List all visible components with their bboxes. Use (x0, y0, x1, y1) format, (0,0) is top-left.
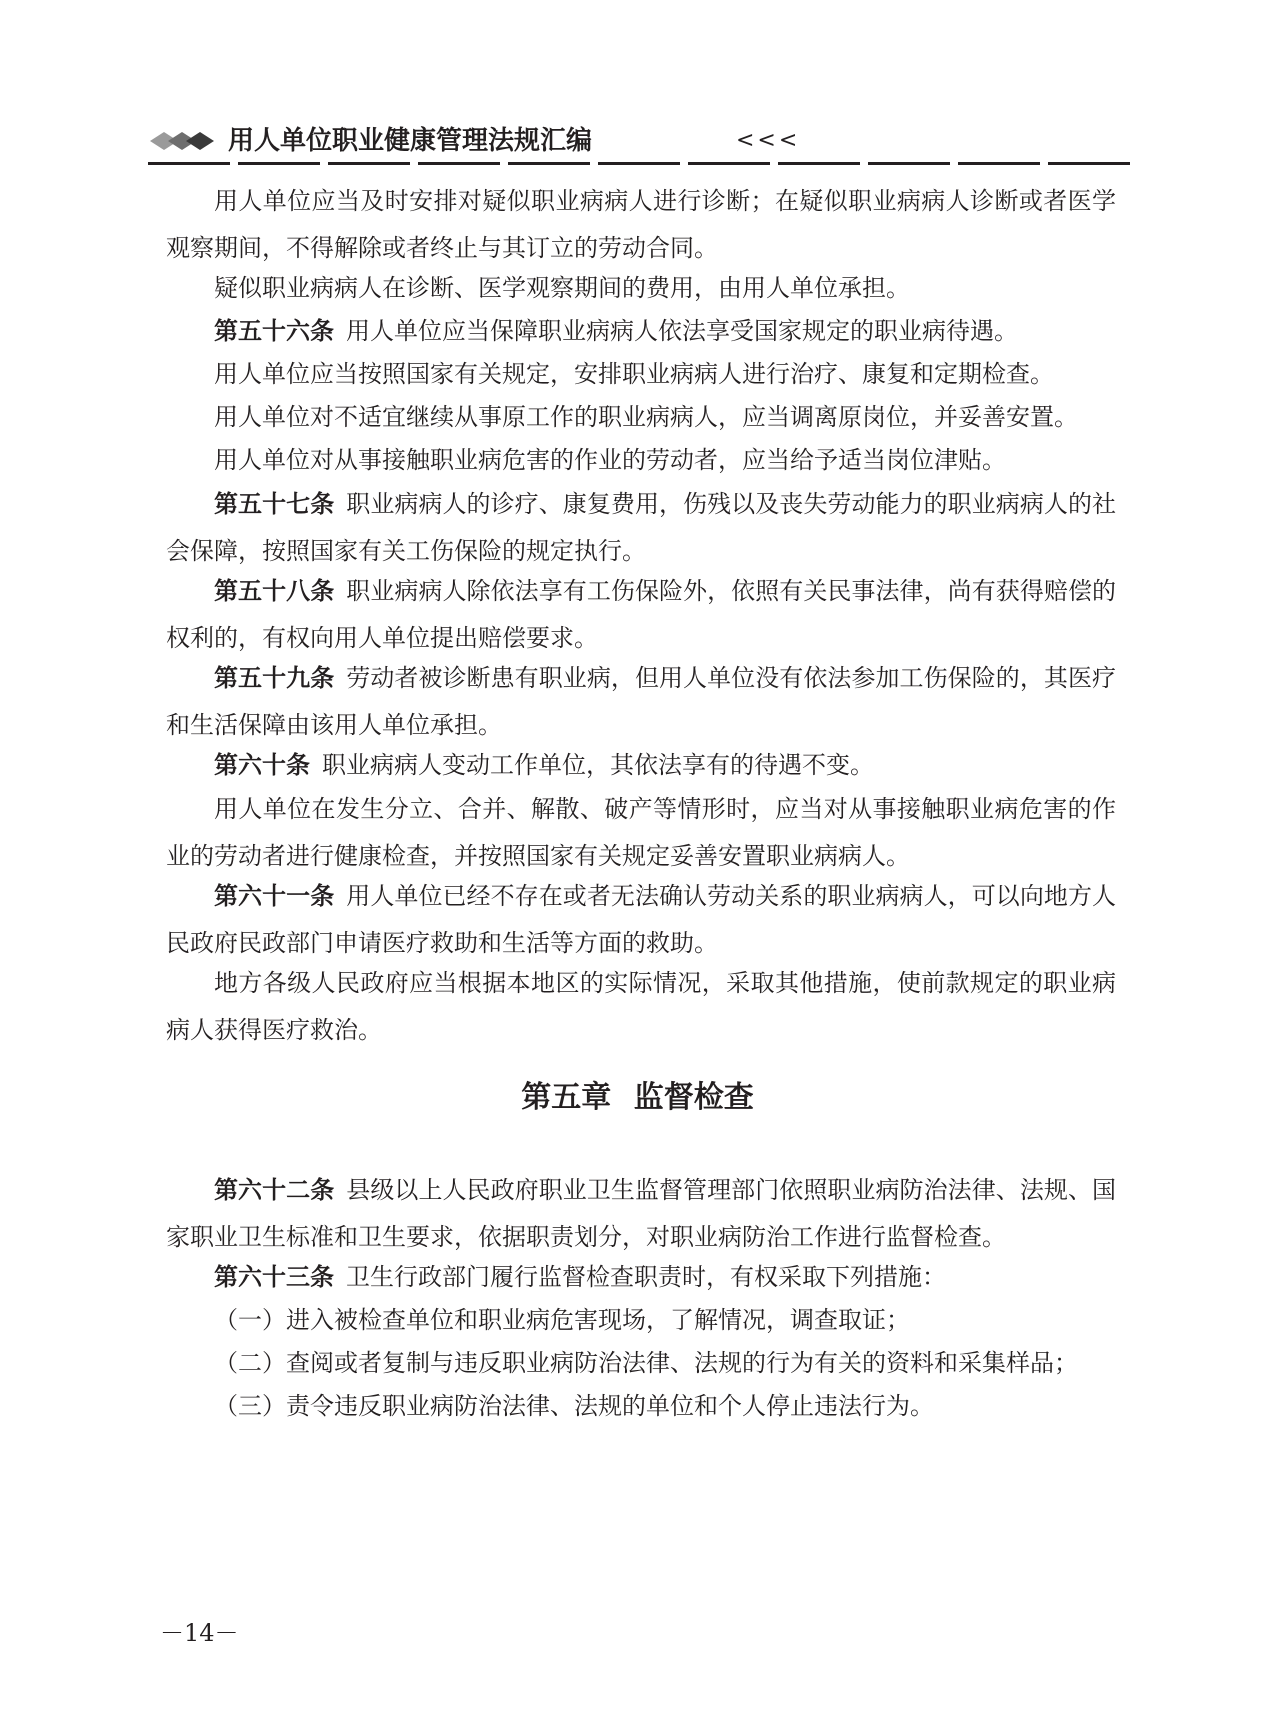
paragraph-text: 用人单位对从事接触职业病危害的作业的劳动者，应当给予适当岗位津贴。 (214, 446, 1006, 474)
paragraph-text: 地方各级人民政府应当根据本地区的实际情况，采取其他措施，使前款规定的职业病病人获得医疗救治。 (166, 969, 1116, 1044)
paragraph-text: 用人单位对不适宜继续从事原工作的职业病病人，应当调离原岗位，并妥善安置。 (214, 403, 1078, 431)
article-number: 第五十八条 (214, 577, 335, 605)
article-number: 第五十七条 (214, 490, 335, 518)
list-item (166, 1297, 1116, 1344)
header-arrows: <<< (736, 128, 801, 153)
paragraph (166, 786, 1116, 880)
article-number: 第五十九条 (214, 664, 335, 692)
paragraph (166, 742, 1116, 789)
list-item (166, 1340, 1116, 1387)
chapter-title: 第五章 监督检查 (521, 1080, 754, 1115)
paragraph (166, 1254, 1116, 1301)
paragraph (166, 351, 1116, 398)
paragraph (166, 568, 1116, 662)
paragraph (166, 873, 1116, 967)
article-number: 第六十三条 (214, 1263, 334, 1291)
paragraph-text: 职业病病人变动工作单位，其依法享有的待遇不变。 (322, 751, 874, 779)
paragraph (166, 1167, 1116, 1261)
paragraph-text: 用人单位已经不存在或者无法确认劳动关系的职业病病人，可以向地方人民政府民政部门申请医疗救助和生活等方面的救助。 (166, 882, 1117, 957)
page-number: －14－ (160, 1619, 239, 1647)
running-header (148, 126, 1132, 166)
paragraph-text: 劳动者被诊断患有职业病，但用人单位没有依法参加工伤保险的，其医疗和生活保障由该用人单位承担。 (166, 664, 1117, 739)
paragraph (166, 960, 1116, 1054)
paragraph (166, 481, 1116, 575)
book-title: 用人单位职业健康管理法规汇编 (228, 126, 593, 156)
paragraph (166, 178, 1116, 272)
header-dashed-rule (148, 162, 1132, 165)
paragraph-text: 疑似职业病病人在诊断、医学观察期间的费用，由用人单位承担。 (214, 274, 910, 302)
paragraph-text: 用人单位应当按照国家有关规定，安排职业病病人进行治疗、康复和定期检查。 (214, 360, 1054, 388)
paragraph-text: 职业病病人除依法享有工伤保险外，依照有关民事法律，尚有获得赔偿的权利的，有权向用人单位提出赔偿要求。 (166, 577, 1117, 652)
article-number: 第五十六条 (214, 317, 334, 345)
list-item (166, 1383, 1116, 1430)
article-number: 第六十二条 (214, 1176, 335, 1204)
paragraph (166, 394, 1116, 441)
paragraph (166, 655, 1116, 749)
paragraph (166, 265, 1116, 312)
paragraph-text: 用人单位在发生分立、合并、解散、破产等情形时，应当对从事接触职业病危害的作业的劳动者进行健康检查，并按照国家有关规定妥善安置职业病病人。 (166, 795, 1116, 870)
paragraph-text: （二）查阅或者复制与违反职业病防治法律、法规的行为有关的资料和采集样品； (214, 1349, 1078, 1377)
paragraph-text: （一）进入被检查单位和职业病危害现场，了解情况，调查取证； (214, 1306, 910, 1334)
paragraph-text: 卫生行政部门履行监督检查职责时，有权采取下列措施： (346, 1263, 946, 1291)
paragraph-text: 用人单位应当保障职业病病人依法享受国家规定的职业病待遇。 (346, 317, 1018, 345)
paragraph (166, 308, 1116, 355)
article-number: 第六十条 (214, 751, 310, 779)
paragraph-text: 职业病病人的诊疗、康复费用，伤残以及丧失劳动能力的职业病病人的社会保障，按照国家有关工伤保险的规定执行。 (166, 490, 1117, 565)
article-number: 第六十一条 (214, 882, 335, 910)
paragraph-text: 县级以上人民政府职业卫生监督管理部门依照职业病防治法律、法规、国家职业卫生标准和卫生要求，依据职责划分，对职业病防治工作进行监督检查。 (166, 1176, 1117, 1251)
paragraph-text: 用人单位应当及时安排对疑似职业病病人进行诊断；在疑似职业病病人诊断或者医学观察期间，不得解除或者终止与其订立的劳动合同。 (166, 187, 1116, 262)
paragraph (166, 437, 1116, 484)
paragraph-text: （三）责令违反职业病防治法律、法规的单位和个人停止违法行为。 (214, 1392, 934, 1420)
diamond-arrows-logo (148, 128, 224, 154)
